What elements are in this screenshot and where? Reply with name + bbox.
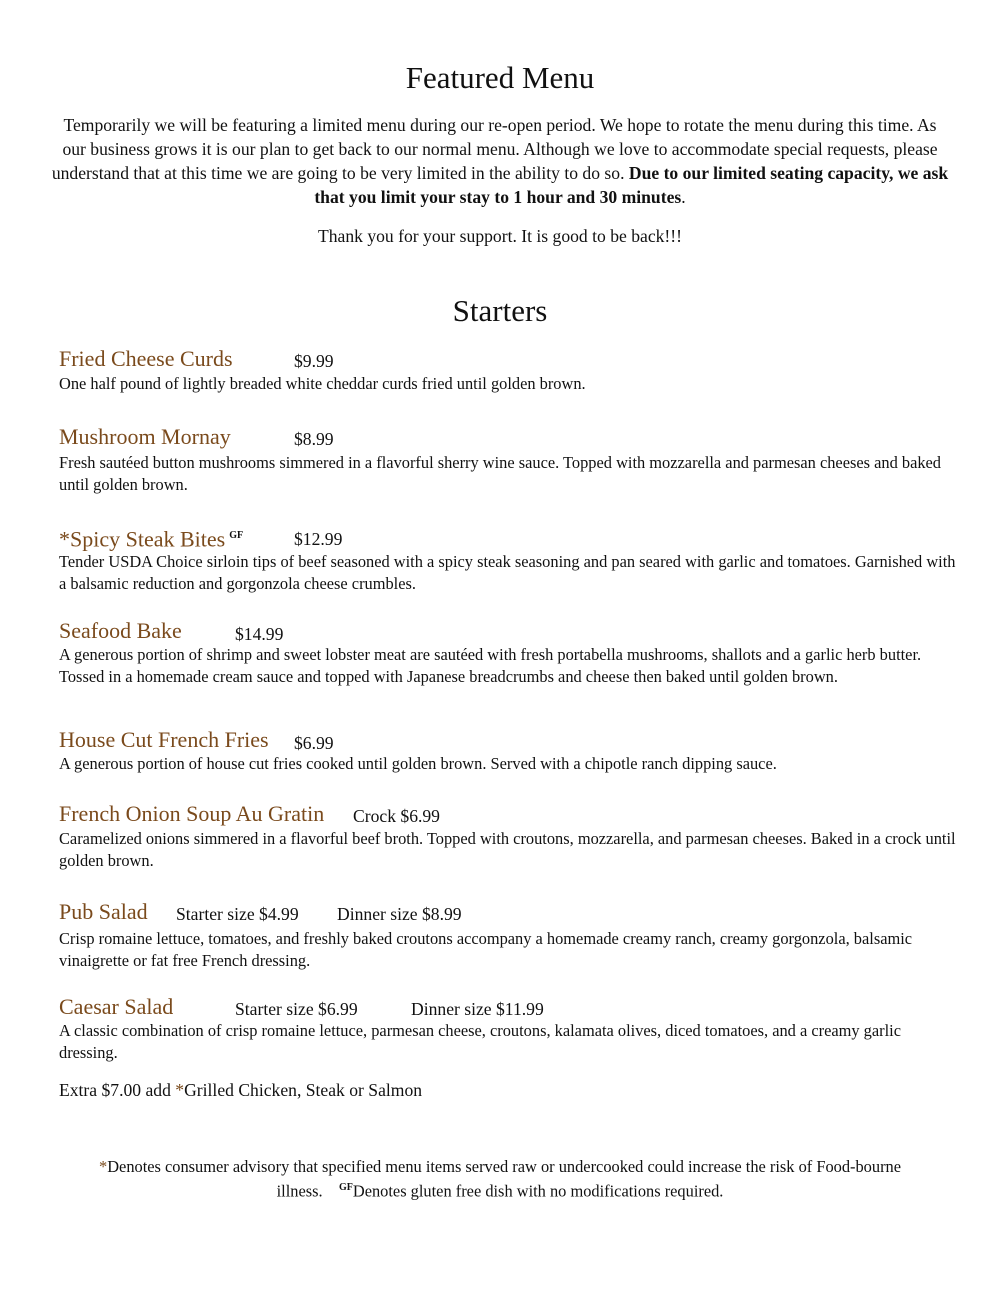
intro-end: . [681,187,686,207]
item-name-seafood-bake: Seafood Bake [59,618,182,643]
item-price-mushroom-mornay: $8.99 [294,429,334,449]
item-price-french-onion-soup: Crock $6.99 [353,806,440,826]
extra-suffix: Grilled Chicken, Steak or Salmon [184,1080,423,1100]
item-desc-mushroom-mornay: Fresh sautéed button mushrooms simmered in a flavorful sherry wine sauce. Topped with mozzarella and parmesan cheeses and baked until golden brown. [59,453,942,494]
item-name-fried-cheese-curds: Fried Cheese Curds [59,346,233,371]
item-desc-spicy-steak-bites: Tender USDA Choice sirloin tips of beef seasoned with a spicy steak seasoning and pan seared with garlic and tomatoes. Garnished with a balsamic reduction and gorgonzola cheese crumbles. [59,552,956,593]
item-desc-seafood-bake: A generous portion of shrimp and sweet lobster meat are sautéed with fresh portabella mushrooms, shallots and a garlic herb butter. Tossed in a homemade cream sauce and topped with Japanese breadcrumbs and cheese then baked until golden brown. [59,645,922,686]
advisory-star-icon: * [175,1080,185,1100]
item-name-text: *Spicy Steak Bites [59,526,226,552]
intro-text: Temporarily we will be featuring a limited menu during our re-open period. We hope to rotate the menu during this time. As our business grows it is our plan to get back to our normal menu. Although we love to accommodate special requests, please understand that at this time we are going to be very limited in the ability to do so. [51,115,938,183]
gluten-free-text: Denotes gluten free dish with no modifications required. [352,1181,724,1201]
advisory-text: Denotes consumer advisory that specified menu items served raw or undercooked could increase the risk of Food-bourne illness. [107,1157,901,1201]
extra-prefix: Extra $7.00 add [59,1080,176,1100]
item-name-pub-salad: Pub Salad [59,899,148,924]
gluten-free-badge: GF [229,530,244,541]
item-price-spicy-steak-bites: $12.99 [294,529,343,549]
item-name-caesar-salad: Caesar Salad [59,994,174,1019]
item-price-pub-salad-starter: Starter size $4.99 [176,904,299,924]
item-name-mushroom-mornay: Mushroom Mornay [59,424,231,449]
item-price-seafood-bake: $14.99 [235,624,284,644]
item-price-caesar-salad-starter: Starter size $6.99 [235,999,358,1019]
item-desc-pub-salad: Crisp romaine lettuce, tomatoes, and freshly baked croutons accompany a homemade creamy ranch, creamy gorgonzola, balsamic vinaigrette or fat free French dressing. [59,929,913,970]
item-name-french-fries: House Cut French Fries [59,727,269,752]
footer-advisory [80,1156,920,1201]
item-desc-french-fries: A generous portion of house cut fries cooked until golden brown. Served with a chipotle ranch dipping sauce. [59,754,777,773]
item-desc-fried-cheese-curds: One half pound of lightly breaded white cheddar curds fried until golden brown. [59,374,586,393]
thanks-line: Thank you for your support. It is good to be back!!! [317,226,682,246]
item-price-pub-salad-dinner: Dinner size $8.99 [337,904,462,924]
item-price-french-fries: $6.99 [294,733,334,753]
item-name-spicy-steak-bites [59,523,243,552]
intro-paragraph [50,113,950,209]
gluten-free-mark: GF [338,1182,353,1193]
advisory-star-icon: * [99,1157,108,1176]
extra-addon-line [59,1078,422,1102]
section-title-starters: Starters [452,293,548,328]
intro-bold-notice: Due to our limited seating capacity, we ask that you limit your stay to 1 hour and 30 minutes [314,163,949,207]
item-price-caesar-salad-dinner: Dinner size $11.99 [411,999,544,1019]
item-name-french-onion-soup: French Onion Soup Au Gratin [59,801,325,826]
item-desc-caesar-salad: A classic combination of crisp romaine lettuce, parmesan cheese, croutons, kalamata olives, diced tomatoes, and a creamy garlic dressing. [59,1021,901,1062]
item-desc-french-onion-soup: Caramelized onions simmered in a flavorful beef broth. Topped with croutons, mozzarella, and parmesan cheeses. Baked in a crock until golden brown. [59,829,956,870]
item-price-fried-cheese-curds: $9.99 [294,351,334,371]
page-title: Featured Menu [405,60,595,95]
